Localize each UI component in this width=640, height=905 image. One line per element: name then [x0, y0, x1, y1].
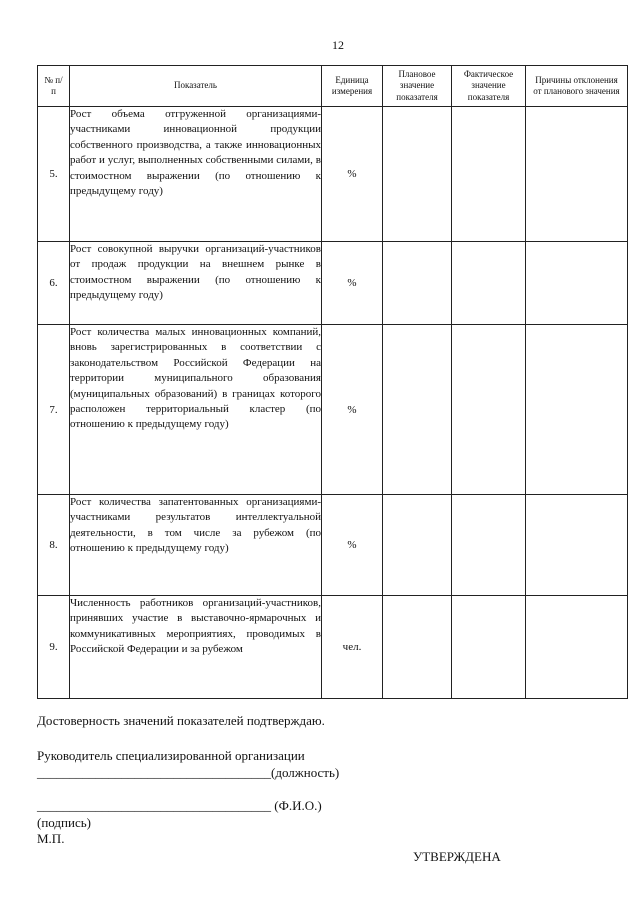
row-planned-value: [383, 596, 452, 699]
row-deviation-reason: [526, 495, 628, 596]
row-unit: чел.: [322, 596, 383, 699]
header-actual: Фактическое значение показателя: [452, 66, 526, 107]
indicator-text: Рост объема отгруженной организациями-участниками инновационной продукции собственного производства, а также инновационных работ и услуг, выполненных собственными силами, в стоимостном выражении (по отношению к предыдущему году): [70, 108, 321, 198]
row-deviation-reason: [526, 325, 628, 495]
row-indicator: [70, 242, 322, 325]
row-num: 7.: [38, 325, 70, 495]
row-indicator: [70, 495, 322, 596]
row-planned-value: [383, 107, 452, 242]
row-deviation-reason: [526, 596, 628, 699]
row-planned-value: [383, 325, 452, 495]
table-row: [38, 495, 628, 596]
table-header-row: [38, 66, 628, 107]
row-planned-value: [383, 242, 452, 325]
header-planned: Плановое значение показателя: [383, 66, 452, 107]
header-reasons: Причины отклонения от планового значения: [526, 66, 628, 107]
row-deviation-reason: [526, 107, 628, 242]
table-row: [38, 596, 628, 699]
indicator-text: Рост количества запатентованных организациями-участниками результатов интеллектуальной деятельности, в том числе за рубежом (по отношению к предыдущему году): [70, 496, 321, 555]
position-signature-line: ____________________________________(должность): [37, 765, 340, 780]
row-indicator: [70, 325, 322, 495]
stamp-label: М.П.: [37, 831, 65, 846]
row-num: 6.: [38, 242, 70, 325]
row-actual-value: [452, 325, 526, 495]
row-num: 5.: [38, 107, 70, 242]
row-unit: %: [322, 325, 383, 495]
confirmation-statement: Достоверность значений показателей подтверждаю.: [37, 713, 325, 728]
row-num: 9.: [38, 596, 70, 699]
row-indicator: [70, 596, 322, 699]
row-indicator: [70, 107, 322, 242]
name-signature-line: ____________________________________ (Ф.И.О.): [37, 798, 322, 813]
row-actual-value: [452, 242, 526, 325]
approved-heading: УТВЕРЖДЕНА: [413, 849, 501, 864]
table-row: [38, 107, 628, 242]
row-actual-value: [452, 107, 526, 242]
row-deviation-reason: [526, 242, 628, 325]
row-unit: %: [322, 242, 383, 325]
header-indicator: Показатель: [70, 66, 322, 107]
indicator-text: Численность работников организаций-участников, принявших участие в выставочно-ярмарочных и коммуникативных мероприятиях, проводимых в Российской Федерации и за рубежом: [70, 597, 321, 656]
head-label: Руководитель специализированной организации: [37, 748, 305, 763]
row-unit: %: [322, 107, 383, 242]
row-unit: %: [322, 495, 383, 596]
signature-label: (подпись): [37, 815, 91, 830]
page-number: 12: [332, 38, 344, 52]
row-actual-value: [452, 495, 526, 596]
row-num: 8.: [38, 495, 70, 596]
row-actual-value: [452, 596, 526, 699]
indicator-text: Рост совокупной выручки организаций-участников от продаж продукции на внешнем рынке в стоимостном выражении (по отношению к предыдущему году): [70, 243, 321, 302]
table-row: [38, 242, 628, 325]
table-row: [38, 325, 628, 495]
header-unit: Единица измерения: [322, 66, 383, 107]
row-planned-value: [383, 495, 452, 596]
header-num: № п/п: [38, 66, 70, 107]
indicators-table: [37, 65, 628, 699]
indicator-text: Рост количества малых инновационных компаний, вновь зарегистрированных в соответствии с законодательством Российской Федерации на территории муниципального образования (муниципальных образований) в границах которого расположен территориальный кластер (по отношению к предыдущему году): [70, 326, 321, 431]
